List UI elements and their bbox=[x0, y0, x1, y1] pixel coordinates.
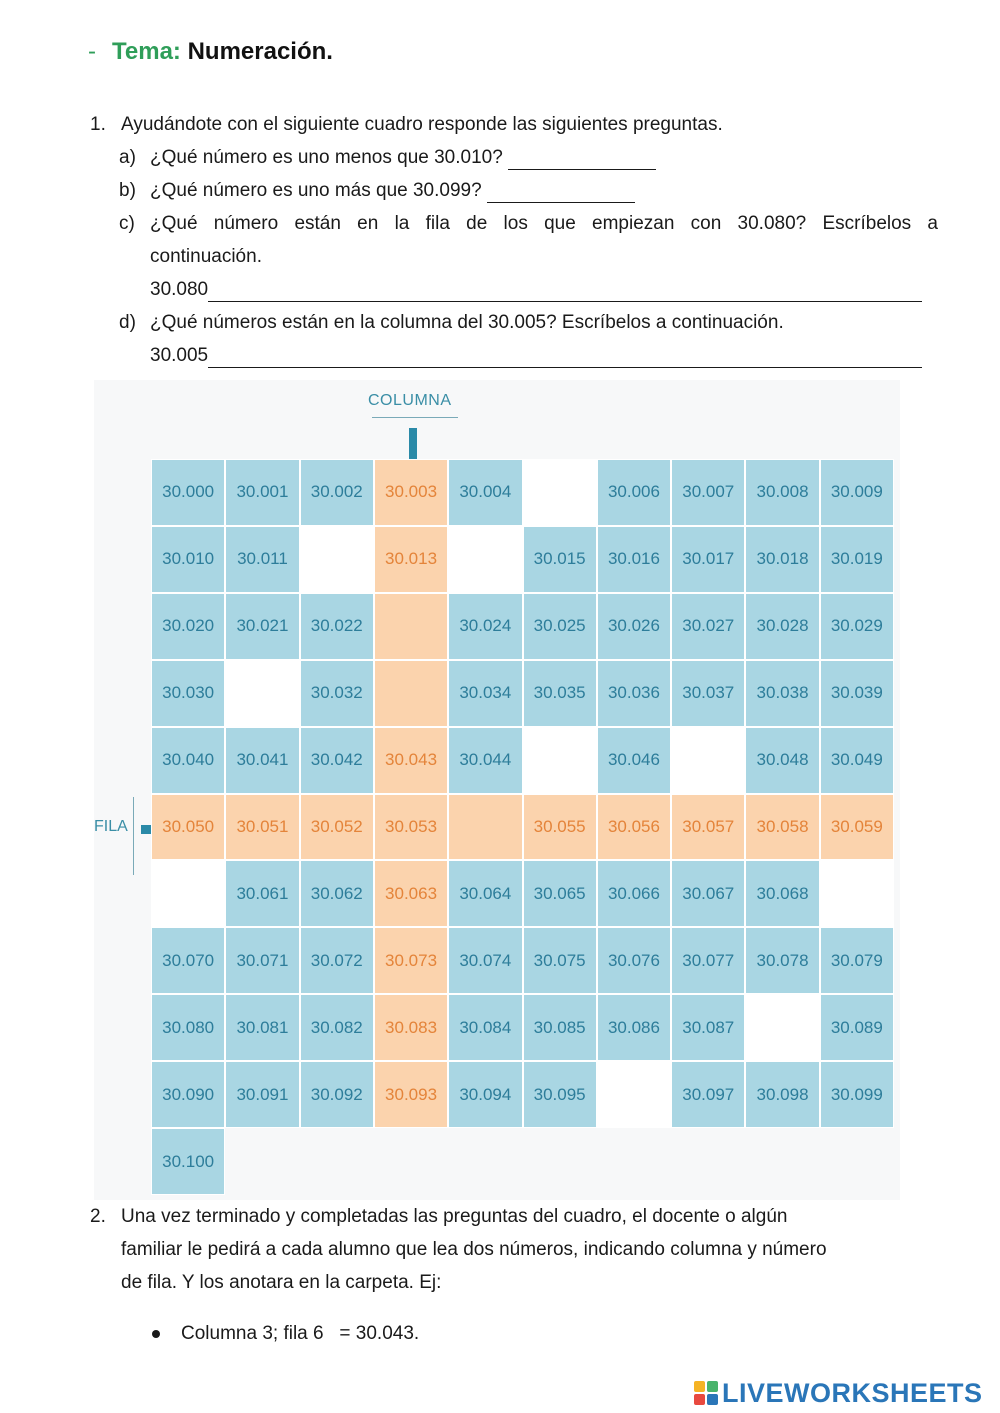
grid-cell: 30.071 bbox=[225, 927, 299, 994]
grid-empty-space bbox=[820, 1128, 894, 1195]
q1b-letter: b) bbox=[119, 180, 136, 201]
grid-cell: 30.013 bbox=[374, 526, 448, 593]
grid-cell-missing bbox=[523, 727, 597, 794]
grid-cell: 30.021 bbox=[225, 593, 299, 660]
q2-example: Columna 3; fila 6 = 30.043. bbox=[181, 1323, 420, 1344]
grid-cell: 30.041 bbox=[225, 727, 299, 794]
heading-tema-label: Tema: bbox=[112, 38, 181, 65]
grid-cell: 30.025 bbox=[523, 593, 597, 660]
grid-cell: 30.034 bbox=[448, 660, 522, 727]
grid-cell: 30.079 bbox=[820, 927, 894, 994]
grid-empty-space bbox=[448, 1128, 522, 1195]
q1-prompt: Ayudándote con el siguiente cuadro responde las siguientes preguntas. bbox=[121, 114, 723, 135]
q1c-letter: c) bbox=[119, 213, 135, 234]
q1c-question-line2: continuación. bbox=[150, 246, 262, 267]
grid-cell: 30.048 bbox=[745, 727, 819, 794]
grid-cell-missing bbox=[300, 526, 374, 593]
grid-cell: 30.062 bbox=[300, 860, 374, 927]
grid-cell: 30.027 bbox=[671, 593, 745, 660]
grid-cell: 30.001 bbox=[225, 459, 299, 526]
page-heading bbox=[88, 38, 333, 66]
grid-cell: 30.076 bbox=[597, 927, 671, 994]
grid-cell: 30.039 bbox=[820, 660, 894, 727]
grid-cell: 30.010 bbox=[151, 526, 225, 593]
grid-cell: 30.093 bbox=[374, 1061, 448, 1128]
grid-cell: 30.061 bbox=[225, 860, 299, 927]
grid-cell-missing bbox=[820, 860, 894, 927]
grid-cell: 30.074 bbox=[448, 927, 522, 994]
heading-title: Numeración. bbox=[187, 38, 333, 65]
grid-cell: 30.044 bbox=[448, 727, 522, 794]
grid-cell: 30.100 bbox=[151, 1128, 225, 1195]
grid-cell: 30.024 bbox=[448, 593, 522, 660]
q1d-letter: d) bbox=[119, 312, 136, 333]
grid-cell: 30.008 bbox=[745, 459, 819, 526]
grid-empty-space bbox=[671, 1128, 745, 1195]
q1c-answer-line bbox=[150, 273, 922, 306]
grid-cell-missing bbox=[597, 1061, 671, 1128]
grid-cell: 30.017 bbox=[671, 526, 745, 593]
grid-cell: 30.026 bbox=[597, 593, 671, 660]
grid-cell: 30.078 bbox=[745, 927, 819, 994]
grid-cell: 30.087 bbox=[671, 994, 745, 1061]
grid-cell: 30.080 bbox=[151, 994, 225, 1061]
grid-empty-space bbox=[597, 1128, 671, 1195]
column-label: COLUMNA bbox=[368, 392, 452, 409]
grid-cell: 30.098 bbox=[745, 1061, 819, 1128]
grid-cell: 30.046 bbox=[597, 727, 671, 794]
grid-cell: 30.064 bbox=[448, 860, 522, 927]
q1c-question-line1: ¿Qué número están en la fila de los que empiezan con 30.080? Escríbelos a bbox=[150, 213, 938, 234]
grid-cell: 30.072 bbox=[300, 927, 374, 994]
grid-cell: 30.015 bbox=[523, 526, 597, 593]
grid-cell-highlight-blank bbox=[448, 794, 522, 861]
grid-cell: 30.037 bbox=[671, 660, 745, 727]
q2-number: 2. bbox=[90, 1206, 106, 1227]
liveworksheets-logo-icon bbox=[694, 1381, 718, 1405]
grid-cell: 30.020 bbox=[151, 593, 225, 660]
grid-cell: 30.075 bbox=[523, 927, 597, 994]
grid-cell: 30.090 bbox=[151, 1061, 225, 1128]
grid-cell: 30.086 bbox=[597, 994, 671, 1061]
grid-cell-missing bbox=[671, 727, 745, 794]
q2-line3: de fila. Y los anotara en la carpeta. Ej: bbox=[121, 1272, 442, 1293]
grid-cell: 30.043 bbox=[374, 727, 448, 794]
grid-cell: 30.018 bbox=[745, 526, 819, 593]
grid-cell: 30.097 bbox=[671, 1061, 745, 1128]
q1c-answer-input[interactable] bbox=[208, 279, 922, 302]
grid-cell: 30.052 bbox=[300, 794, 374, 861]
grid-cell: 30.000 bbox=[151, 459, 225, 526]
grid-cell: 30.053 bbox=[374, 794, 448, 861]
grid-cell: 30.068 bbox=[745, 860, 819, 927]
grid-cell: 30.049 bbox=[820, 727, 894, 794]
grid-cell: 30.091 bbox=[225, 1061, 299, 1128]
grid-cell: 30.066 bbox=[597, 860, 671, 927]
q1b-question: ¿Qué número es uno más que 30.099? bbox=[150, 180, 482, 201]
logo-square-3 bbox=[694, 1394, 705, 1405]
q2-line2: familiar le pedirá a cada alumno que lea dos números, indicando columna y número bbox=[121, 1239, 827, 1260]
grid-cell: 30.063 bbox=[374, 860, 448, 927]
grid-cell: 30.077 bbox=[671, 927, 745, 994]
column-label-line bbox=[372, 417, 458, 418]
grid-cell: 30.006 bbox=[597, 459, 671, 526]
grid-cell: 30.051 bbox=[225, 794, 299, 861]
grid-cell: 30.059 bbox=[820, 794, 894, 861]
grid-cell: 30.089 bbox=[820, 994, 894, 1061]
q1d-answer-input[interactable] bbox=[208, 345, 922, 368]
bullet-dot-icon bbox=[152, 1330, 160, 1338]
grid-cell: 30.055 bbox=[523, 794, 597, 861]
grid-cell: 30.003 bbox=[374, 459, 448, 526]
grid-cell: 30.084 bbox=[448, 994, 522, 1061]
q1-number: 1. bbox=[90, 114, 106, 135]
grid-cell: 30.007 bbox=[671, 459, 745, 526]
grid-cell: 30.056 bbox=[597, 794, 671, 861]
q1c-prefix: 30.080 bbox=[150, 279, 209, 300]
grid-cell: 30.002 bbox=[300, 459, 374, 526]
grid-empty-space bbox=[225, 1128, 299, 1195]
row-label-line bbox=[133, 797, 134, 875]
heading-dash: - bbox=[88, 38, 96, 65]
q1a-answer-input[interactable] bbox=[508, 147, 656, 170]
logo-square-4 bbox=[707, 1394, 718, 1405]
grid-cell: 30.070 bbox=[151, 927, 225, 994]
grid-cell: 30.095 bbox=[523, 1061, 597, 1128]
grid-cell: 30.036 bbox=[597, 660, 671, 727]
logo-square-2 bbox=[707, 1381, 718, 1392]
grid-cell: 30.050 bbox=[151, 794, 225, 861]
q2-line1: Una vez terminado y completadas las preguntas del cuadro, el docente o algún bbox=[121, 1206, 788, 1227]
grid-cell: 30.040 bbox=[151, 727, 225, 794]
grid-empty-space bbox=[523, 1128, 597, 1195]
grid-cell: 30.032 bbox=[300, 660, 374, 727]
q1b-line bbox=[150, 174, 635, 207]
grid-cell: 30.058 bbox=[745, 794, 819, 861]
grid-cell: 30.085 bbox=[523, 994, 597, 1061]
grid-cell: 30.067 bbox=[671, 860, 745, 927]
grid-cell-missing bbox=[523, 459, 597, 526]
grid-cell-missing bbox=[151, 860, 225, 927]
grid-cell: 30.029 bbox=[820, 593, 894, 660]
grid-cell: 30.022 bbox=[300, 593, 374, 660]
grid-cell: 30.019 bbox=[820, 526, 894, 593]
q1a-letter: a) bbox=[119, 147, 136, 168]
row-label: FILA bbox=[94, 818, 128, 835]
grid-cell: 30.081 bbox=[225, 994, 299, 1061]
q1d-question: ¿Qué números están en la columna del 30.005? Escríbelos a continuación. bbox=[150, 312, 784, 333]
q1a-line bbox=[150, 141, 656, 174]
grid-empty-space bbox=[300, 1128, 374, 1195]
grid-empty-space bbox=[745, 1128, 819, 1195]
grid-cell: 30.082 bbox=[300, 994, 374, 1061]
q1d-answer-line bbox=[150, 339, 922, 372]
grid-cell: 30.099 bbox=[820, 1061, 894, 1128]
grid-cell-highlight-blank bbox=[374, 660, 448, 727]
grid-cell: 30.083 bbox=[374, 994, 448, 1061]
grid-cell: 30.038 bbox=[745, 660, 819, 727]
grid-cell: 30.042 bbox=[300, 727, 374, 794]
number-grid bbox=[151, 459, 894, 1195]
grid-cell-missing bbox=[225, 660, 299, 727]
grid-cell: 30.016 bbox=[597, 526, 671, 593]
grid-cell: 30.092 bbox=[300, 1061, 374, 1128]
q1a-question: ¿Qué número es uno menos que 30.010? bbox=[150, 147, 503, 168]
grid-cell: 30.065 bbox=[523, 860, 597, 927]
grid-cell-missing bbox=[745, 994, 819, 1061]
grid-cell: 30.035 bbox=[523, 660, 597, 727]
grid-cell: 30.028 bbox=[745, 593, 819, 660]
grid-cell-highlight-blank bbox=[374, 593, 448, 660]
grid-cell: 30.009 bbox=[820, 459, 894, 526]
grid-cell: 30.030 bbox=[151, 660, 225, 727]
q1d-prefix: 30.005 bbox=[150, 345, 209, 366]
liveworksheets-logo[interactable] bbox=[694, 1376, 983, 1410]
grid-cell: 30.094 bbox=[448, 1061, 522, 1128]
grid-cell-missing bbox=[448, 526, 522, 593]
grid-cell: 30.057 bbox=[671, 794, 745, 861]
grid-cell: 30.073 bbox=[374, 927, 448, 994]
liveworksheets-brand-text: LIVEWORKSHEETS bbox=[722, 1377, 983, 1408]
q1b-answer-input[interactable] bbox=[487, 180, 635, 203]
row-marker bbox=[141, 825, 151, 834]
grid-cell: 30.011 bbox=[225, 526, 299, 593]
grid-empty-space bbox=[374, 1128, 448, 1195]
logo-square-1 bbox=[694, 1381, 705, 1392]
grid-cell: 30.004 bbox=[448, 459, 522, 526]
